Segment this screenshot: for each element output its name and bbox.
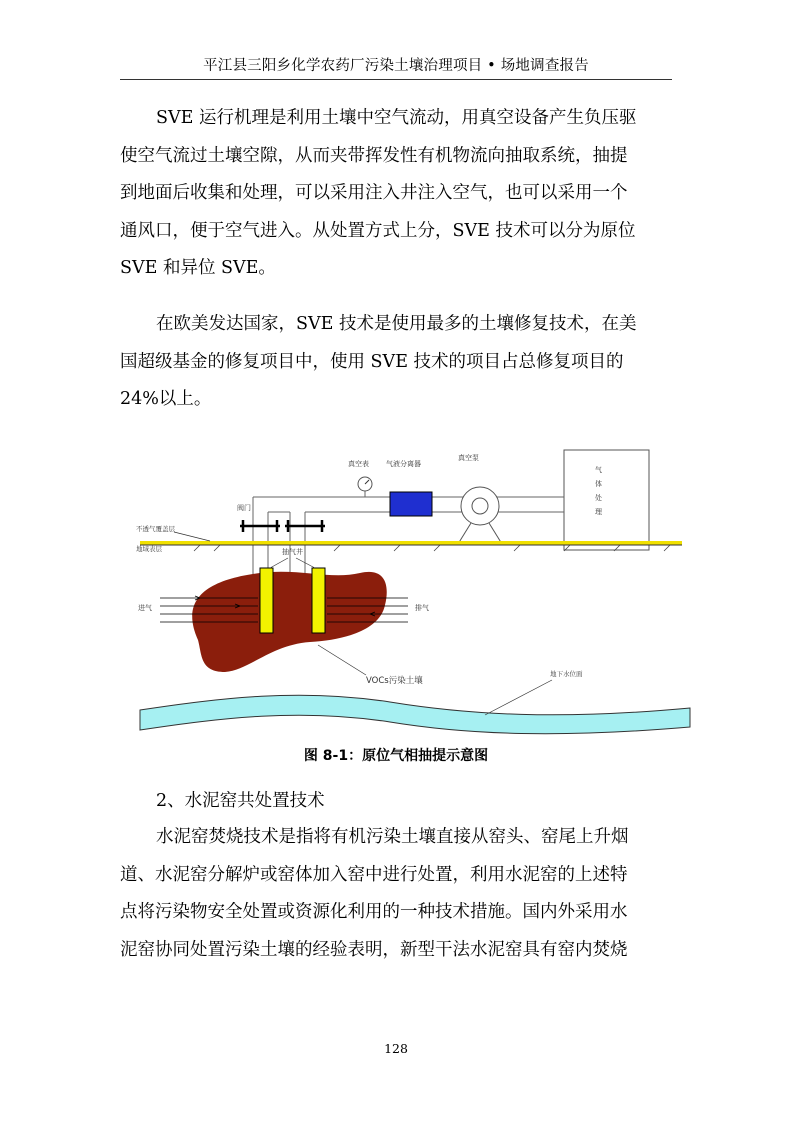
paragraph-line: 道、水泥窑分解炉或窑体加入窑中进行处置，利用水泥窑的上述特 [120,864,628,885]
valve-left [240,520,280,532]
sve-diagram [136,440,700,740]
header-rule [120,79,672,80]
paragraph-1 [120,100,672,288]
gas-treatment-box [564,450,649,550]
well-leader-1 [270,558,288,568]
paragraph-line: 泥窑协同处置污染土壤的经验表明，新型干法水泥窑具有窑内焚烧 [120,939,628,960]
gas-liquid-separator [390,492,432,516]
extraction-well-right [312,568,325,633]
vocs-soil-label: VOCs污染土壤 [366,676,423,686]
paragraph-line: 到地面后收集和处理，可以采用注入井注入空气，也可以采用一个 [120,183,628,203]
sve-diagram-svg [136,440,700,740]
ground-surface [140,541,682,545]
extraction-well-label: 抽气井 [282,548,303,556]
paragraph-2 [120,306,672,419]
paragraph-line: 国超级基金的修复项目中，使用 SVE 技术的项目占总修复项目的 [120,351,624,372]
vocs-leader [318,645,366,675]
groundwater [140,695,690,734]
impermeable-cover-label: 不透气覆盖层 [136,525,175,533]
figure-caption: 图 8-1：原位气相抽提示意图 [303,748,489,764]
header-title: 平江县三阳乡化学农药厂污染土壤治理项目 • 场地调查报告 [203,58,589,74]
vacuum-gauge-icon [358,477,372,497]
gas-treatment-label-3: 处 [595,494,602,502]
section-heading [120,783,672,821]
groundwater-leader [485,680,552,715]
paragraph-line: 通风口，便于空气进入。从处置方式上分，SVE 技术可以分为原位 [120,220,636,241]
gas-treatment-label-4: 理 [595,508,602,516]
gas-treatment-label-2: 体 [595,480,602,488]
paragraph-line: 点将污染物安全处置或资源化利用的一种技术措施。国内外采用水 [120,902,628,922]
air-outlet-label: 排气 [415,604,429,612]
vacuum-pump-label: 真空泵 [458,454,479,462]
gas-treatment-label-1: 气 [595,466,602,474]
paragraph-line: 24%以上。 [120,389,212,409]
cover-leader [174,532,210,541]
surface-layer-label: 地域表层 [136,545,162,553]
vacuum-pump-icon [458,487,502,544]
paragraph-3 [120,819,672,969]
air-inlet-label: 进气 [138,604,152,612]
groundwater-label: 地下水位面 [550,670,583,678]
valve-label: 阀门 [237,504,251,512]
vacuum-gauge-label: 真空表 [348,460,369,468]
paragraph-line: 水泥窑焚烧技术是指将有机污染土壤直接从窑头、窑尾上升烟 [156,827,629,847]
separator-label: 气液分离器 [386,460,421,468]
paragraph-line: SVE 运行机理是利用土壤中空气流动，用真空设备产生负压驱 [156,108,637,128]
paragraph-line: 使空气流过土壤空隙，从而夹带挥发性有机物流向抽取系统，抽提 [120,145,628,166]
extraction-well-left [260,568,273,633]
page-number: 128 [384,1041,408,1056]
paragraph-line: SVE 和异位 SVE。 [120,258,276,278]
section-heading-text: 2、水泥窑共处置技术 [156,791,325,811]
paragraph-line: 在欧美发达国家，SVE 技术是使用最多的土壤修复技术，在美 [156,314,637,334]
